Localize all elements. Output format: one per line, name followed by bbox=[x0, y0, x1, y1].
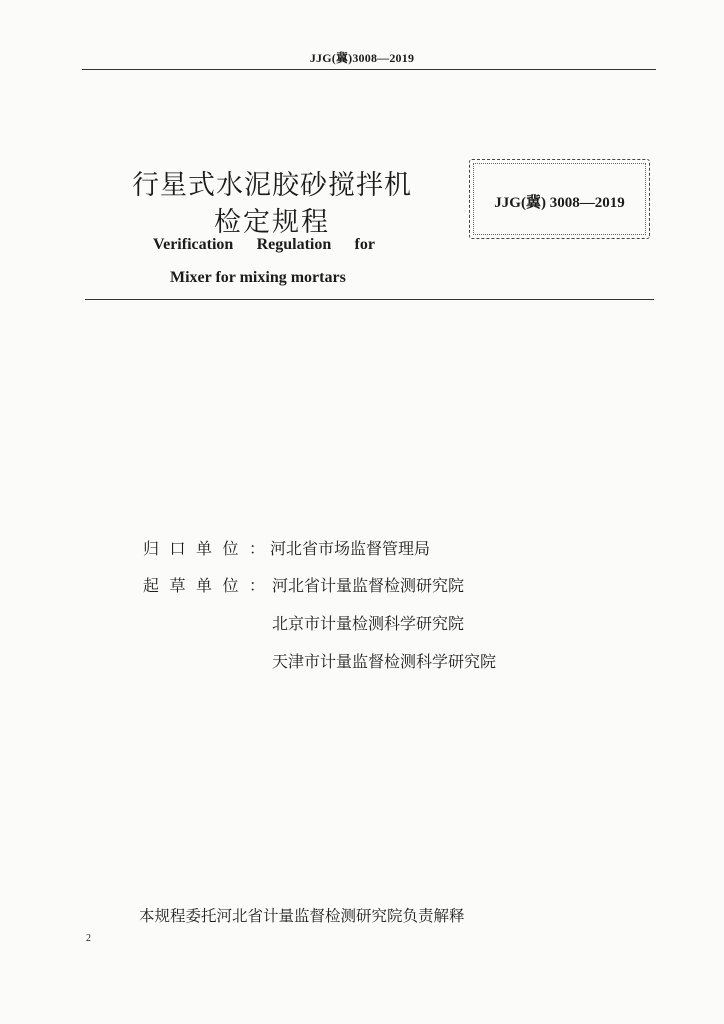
standard-code-box bbox=[469, 159, 650, 239]
title-english-word: Verification bbox=[153, 236, 234, 253]
title-chinese-line1: 行星式水泥胶砂搅拌机 bbox=[132, 170, 412, 201]
drafting-unit: 天津市计量监督检测科学研究院 bbox=[272, 652, 497, 671]
title-divider bbox=[85, 299, 654, 300]
title-english-word: Regulation bbox=[256, 236, 332, 253]
title-chinese-line2: 检定规程 bbox=[214, 207, 330, 238]
title-english-line2: Mixer for mixing mortars bbox=[170, 269, 346, 286]
title-english-line1 bbox=[153, 236, 375, 254]
code-box-text: JJG(冀) 3008—2019 bbox=[494, 195, 625, 211]
title-english-word: for bbox=[354, 236, 375, 253]
drafting-unit: 北京市计量检测科学研究院 bbox=[272, 614, 465, 633]
responsible-unit: 河北省市场监督管理局 bbox=[270, 539, 431, 558]
header-standard-code: JJG(冀)3008—2019 bbox=[309, 51, 415, 65]
page-number: 2 bbox=[86, 933, 91, 944]
header-divider bbox=[82, 69, 656, 70]
drafting-unit: 河北省计量监督检测研究院 bbox=[272, 576, 465, 595]
drafting-unit-label: 起草单位： bbox=[143, 576, 276, 595]
interpretation-note: 本规程委托河北省计量监督检测研究院负责解释 bbox=[139, 907, 465, 925]
responsible-unit-label: 归口单位： bbox=[143, 539, 276, 558]
